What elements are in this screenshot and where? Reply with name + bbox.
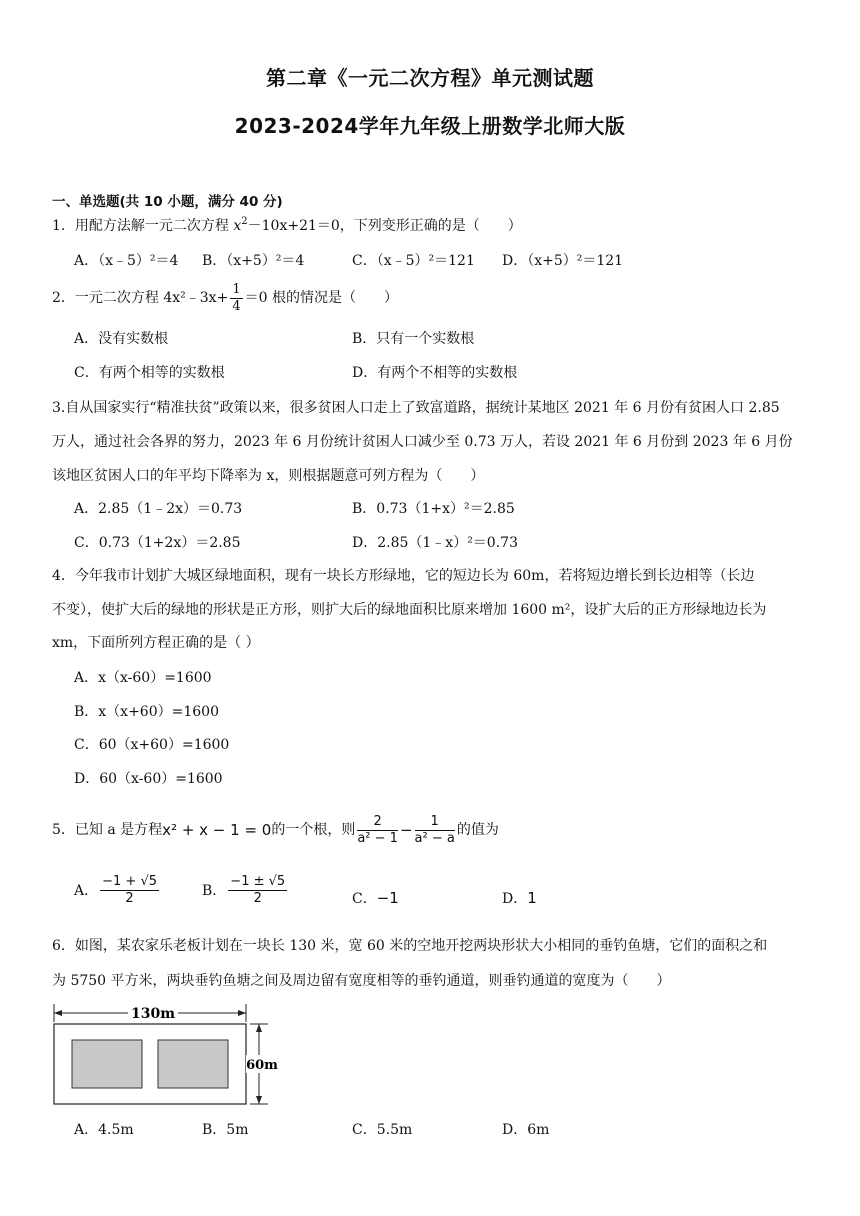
q6-option-d: D．6m (502, 1122, 550, 1138)
q5-option-a-denominator: 2 (125, 891, 134, 906)
q5-fraction-1-numerator: 2 (357, 814, 398, 831)
q2-fraction-denominator: 4 (232, 298, 241, 314)
q2-fraction-numerator: 1 (232, 281, 241, 297)
q1-stem-post: －10x+21＝0，下列变形正确的是（ ） (247, 218, 522, 234)
question-3-line-3: 该地区贫困人口的年平均下降率为 x，则根据题意可列方程为（ ） (52, 468, 485, 484)
q1-option-a: A．（x﹣5）²＝4 (74, 253, 179, 269)
q5-fraction-2 (415, 814, 455, 847)
q5-option-a-label: A． (74, 882, 99, 899)
q5-option-b (202, 874, 289, 907)
q3-option-a: A．2.85（1﹣2x）＝0.73 (74, 501, 243, 517)
q5-stem-pre: 5．已知 a 是方程 (52, 822, 163, 838)
length-label: 130m (130, 1006, 176, 1022)
question-5-stem (52, 808, 822, 852)
q2-option-c: C．有两个相等的实数根 (74, 365, 225, 381)
q5-minus-sign: − (399, 821, 413, 839)
q6-option-c: C．5.5m (352, 1122, 413, 1138)
q2-stem-pre: 2．一元二次方程 4x²﹣3x+ (52, 290, 229, 306)
q5-stem-mid: 的一个根，则 (271, 822, 356, 838)
width-label: 60m (246, 1058, 278, 1073)
q1-option-d: D．（x+5）²＝121 (502, 253, 624, 269)
q5-fraction-2-denominator: a² − a (414, 830, 455, 846)
document-title: 第二章《一元二次方程》单元测试题 (266, 66, 594, 90)
q5-option-d (502, 888, 537, 909)
q4-option-b: B．x（x+60）=1600 (74, 704, 219, 720)
q5-fraction-1 (357, 814, 398, 847)
question-6-line-2: 为 5750 平方米，两块垂钓鱼塘之间及周边留有宽度相等的垂钓通道，则垂钓通道的宽度为（ ） (52, 973, 671, 989)
q2-stem-post: ＝0 根的情况是（ ） (244, 290, 398, 306)
q3-option-d: D．2.85（1﹣x）²＝0.73 (352, 535, 518, 551)
q6-figure (48, 1000, 288, 1112)
q5-fraction-1-denominator: a² − 1 (357, 830, 398, 846)
arrow-up-icon (256, 1024, 262, 1032)
q2-fraction (230, 282, 242, 315)
q5-option-a (74, 874, 161, 907)
document-subtitle: 2023-2024学年九年级上册数学北师大版 (234, 114, 626, 138)
q2-option-a: A．没有实数根 (74, 331, 169, 347)
question-3-line-1: 3.自从国家实行“精准扶贫”政策以来，很多贫困人口走上了致富道路，据统计某地区 2021 年 6 月份有贫困人口 2.85 (52, 400, 780, 416)
q4-option-c: C．60（x+60）=1600 (74, 737, 230, 753)
question-4-line-1: 4．今年我市计划扩大城区绿地面积，现有一块长方形绿地，它的短边长为 60m，若将短边增长到长边相等（长边 (52, 568, 755, 584)
question-3-line-2: 万人，通过社会各界的努力，2023 年 6 月份统计贫困人口减少至 0.73 万人，若设 2021 年 6 月份到 2023 年 6 月份 (52, 434, 793, 450)
q2-option-d: D．有两个不相等的实数根 (352, 365, 518, 381)
q3-option-b: B．0.73（1+x）²＝2.85 (352, 501, 515, 517)
q4-option-a: A．x（x-60）=1600 (74, 670, 212, 686)
q1-option-b: B．（x+5）²＝4 (202, 253, 305, 269)
pond-right (158, 1040, 228, 1088)
q5-option-c (352, 888, 399, 909)
q5-option-b-denominator: 2 (253, 891, 262, 906)
question-4-line-3: xm，下面所列方程正确的是（ ） (52, 635, 260, 651)
q5-option-d-label: D． (502, 891, 528, 907)
q6-option-b: B．5m (202, 1122, 249, 1138)
q5-option-c-label: C． (352, 891, 377, 907)
q5-option-c-value: −1 (376, 889, 399, 907)
q1-stem-pre: 1．用配方法解一元二次方程 (52, 218, 234, 234)
q5-stem-post: 的值为 (456, 822, 499, 838)
arrow-down-icon (256, 1096, 262, 1104)
q3-option-c: C．0.73（1+2x）＝2.85 (74, 535, 241, 551)
section-heading: 一、单选题(共 10 小题，满分 40 分) (52, 194, 283, 210)
arrow-right-icon (238, 1010, 246, 1016)
q2-option-b: B．只有一个实数根 (352, 331, 475, 347)
q1-option-c: C．（x﹣5）²＝121 (352, 253, 475, 269)
arrow-left-icon (54, 1010, 62, 1016)
q5-option-b-numerator: −1 ± √5 (230, 874, 286, 889)
q4-option-d: D．60（x-60）=1600 (74, 771, 223, 787)
q5-equation: x² + x − 1 = 0 (162, 821, 272, 839)
q5-option-b-label: B． (202, 882, 227, 899)
q6-option-a: A．4.5m (74, 1122, 134, 1138)
question-6-line-1: 6．如图，某农家乐老板计划在一块长 130 米，宽 60 米的空地开挖两块形状大小相同的垂钓鱼塘，它们的面积之和 (52, 938, 768, 954)
question-2-stem (52, 280, 822, 316)
question-1-stem: 1．用配方法解一元二次方程 $x^2-10x+21=0$，下列变形正确的是（ ） (52, 216, 522, 234)
q5-fraction-2-numerator: 1 (415, 814, 455, 831)
q5-option-b-fraction (228, 874, 287, 907)
question-4-line-2: 不变），使扩大后的绿地的形状是正方形，则扩大后的绿地面积比原来增加 1600 m²，设扩大后的正方形绿地边长为 (52, 602, 767, 618)
q5-option-a-numerator: −1 + √5 (102, 874, 158, 889)
q5-option-a-fraction (100, 874, 159, 907)
pond-left (72, 1040, 142, 1088)
q5-option-d-value: 1 (527, 889, 537, 907)
